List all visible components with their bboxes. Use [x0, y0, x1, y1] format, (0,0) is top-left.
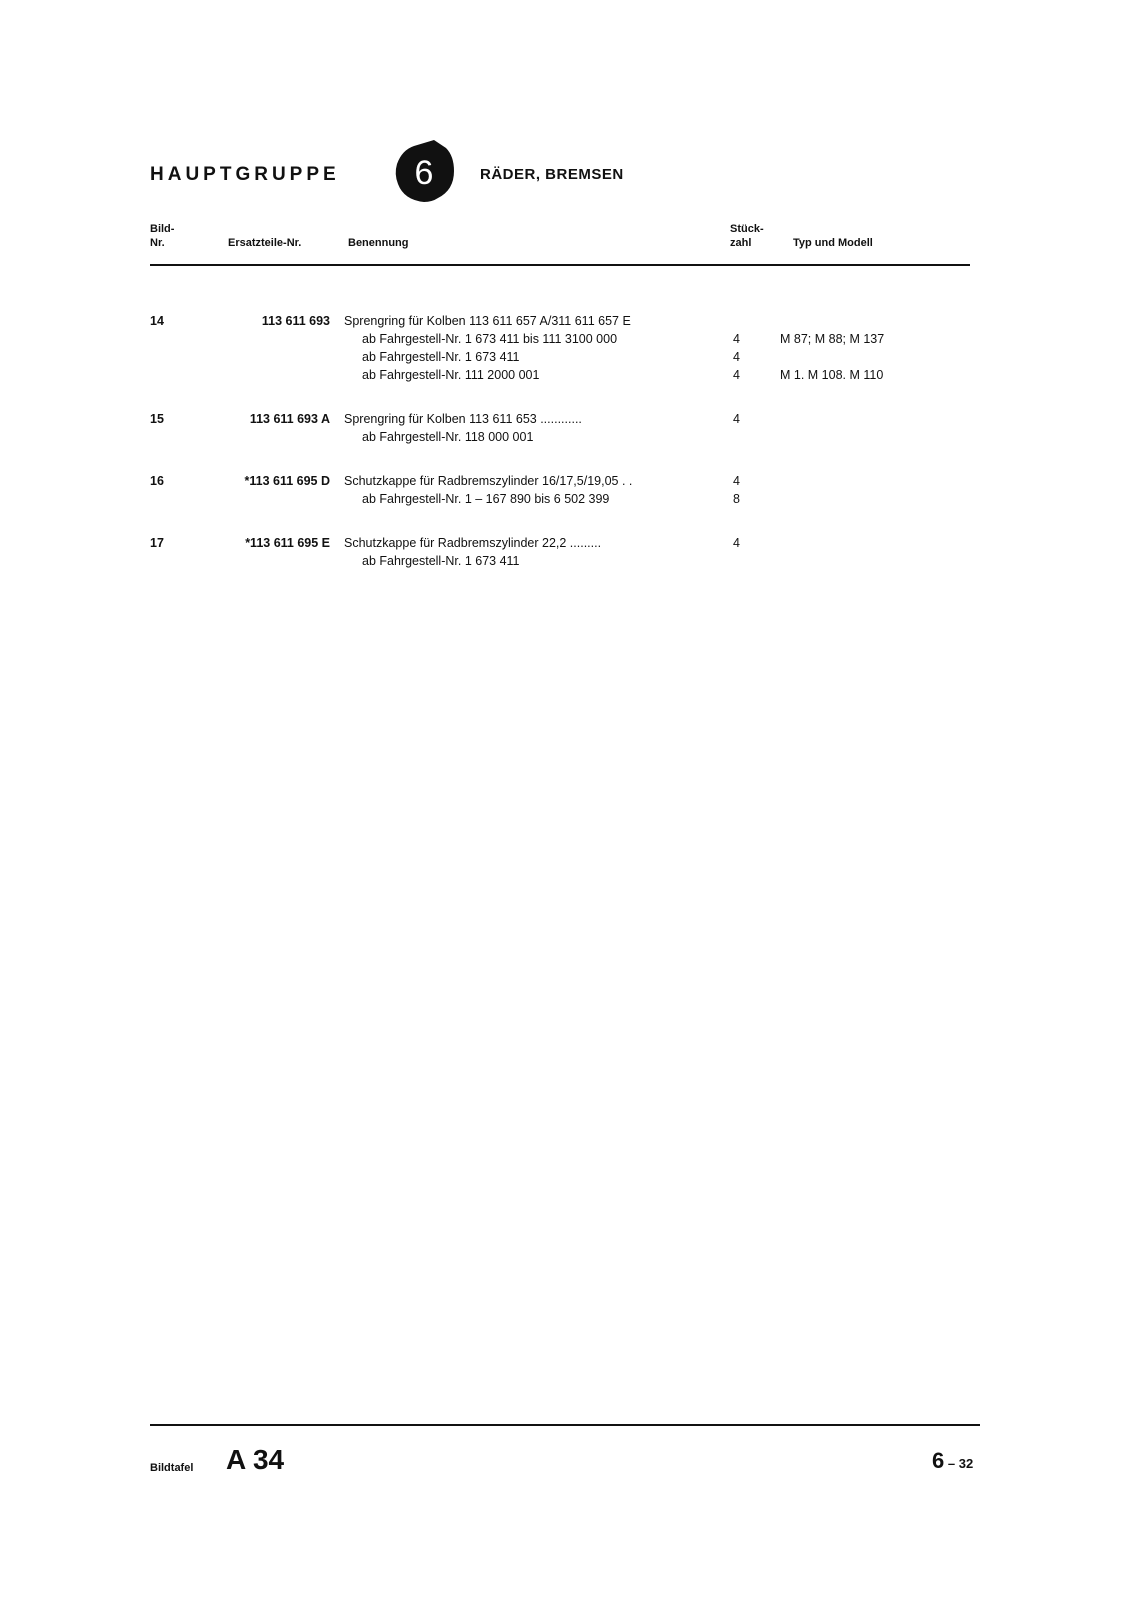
- row-quantity: 4: [733, 412, 740, 426]
- column-bild-nr: [150, 222, 174, 250]
- row-type-model: M 1. M 108. M 110: [780, 368, 884, 382]
- page-number-main: 6: [932, 1448, 945, 1473]
- column-bild-nr-line1: Bild-: [150, 223, 175, 235]
- column-stueckzahl-line2: zahl: [730, 237, 752, 249]
- group-title: RÄDER, BREMSEN: [480, 166, 624, 183]
- row-quantity: 4: [733, 474, 740, 488]
- page-number-sub: 32: [958, 1456, 974, 1471]
- row-description: Schutzkappe für Radbremszylinder 16/17,5/19,05 . .: [344, 474, 633, 488]
- row-quantity: 4: [733, 350, 740, 364]
- row-quantity: 4: [733, 332, 740, 346]
- plate-number: A 34: [226, 1444, 285, 1475]
- row-bild-nr: 17: [150, 536, 164, 550]
- table-row: [150, 412, 980, 448]
- row-description-sub: ab Fahrgestell-Nr. 1 673 411 bis 111 3100 000: [362, 332, 618, 346]
- row-type-model: M 87; M 88; M 137: [780, 332, 885, 346]
- row-description-sub: ab Fahrgestell-Nr. 118 000 001: [362, 430, 534, 444]
- row-bild-nr: 14: [150, 314, 164, 328]
- row-quantity: 4: [733, 368, 740, 382]
- row-description-sub: ab Fahrgestell-Nr. 1 673 411: [362, 350, 520, 364]
- footer-rule: [150, 1424, 980, 1426]
- parts-table: [150, 314, 980, 598]
- row-part-number: *113 611 695 E: [245, 536, 330, 550]
- row-description: Schutzkappe für Radbremszylinder 22,2 .........: [344, 536, 602, 550]
- row-description: Sprengring für Kolben 113 611 653 ............: [344, 412, 582, 426]
- page-number: 6 – 32: [932, 1448, 974, 1473]
- page-header: [150, 132, 970, 204]
- row-part-number: 113 611 693 A: [249, 412, 330, 426]
- row-part-number: 113 611 693: [261, 314, 330, 328]
- row-quantity: 4: [733, 536, 740, 550]
- table-row: [150, 314, 980, 386]
- footer-label: Bildtafel: [150, 1462, 194, 1474]
- row-quantity: 8: [733, 492, 740, 506]
- row-description-sub: ab Fahrgestell-Nr. 1 – 167 890 bis 6 502 399: [362, 492, 610, 506]
- column-ersatzteil-nr: Ersatzteile-Nr.: [228, 237, 302, 249]
- column-bild-nr-line2: Nr.: [150, 237, 165, 249]
- group-number-badge: [394, 140, 454, 202]
- row-description-sub: ab Fahrgestell-Nr. 1 673 411: [362, 554, 520, 568]
- table-row: [150, 474, 980, 510]
- column-stueckzahl-line1: Stück-: [730, 223, 764, 235]
- column-typ-modell: Typ und Modell: [793, 237, 873, 249]
- column-benennung: Benennung: [348, 237, 409, 249]
- row-description-sub: ab Fahrgestell-Nr. 111 2000 001: [362, 368, 540, 382]
- group-label: HAUPTGRUPPE: [150, 164, 340, 185]
- column-stueckzahl: [730, 222, 764, 250]
- header-rule: [150, 264, 970, 266]
- row-bild-nr: 15: [150, 412, 164, 426]
- table-row: [150, 536, 980, 572]
- badge-icon: [394, 140, 454, 202]
- group-number: 6: [414, 154, 434, 192]
- row-part-number: *113 611 695 D: [244, 474, 330, 488]
- row-bild-nr: 16: [150, 474, 164, 488]
- row-description: Sprengring für Kolben 113 611 657 A/311 611 657 E: [344, 314, 631, 328]
